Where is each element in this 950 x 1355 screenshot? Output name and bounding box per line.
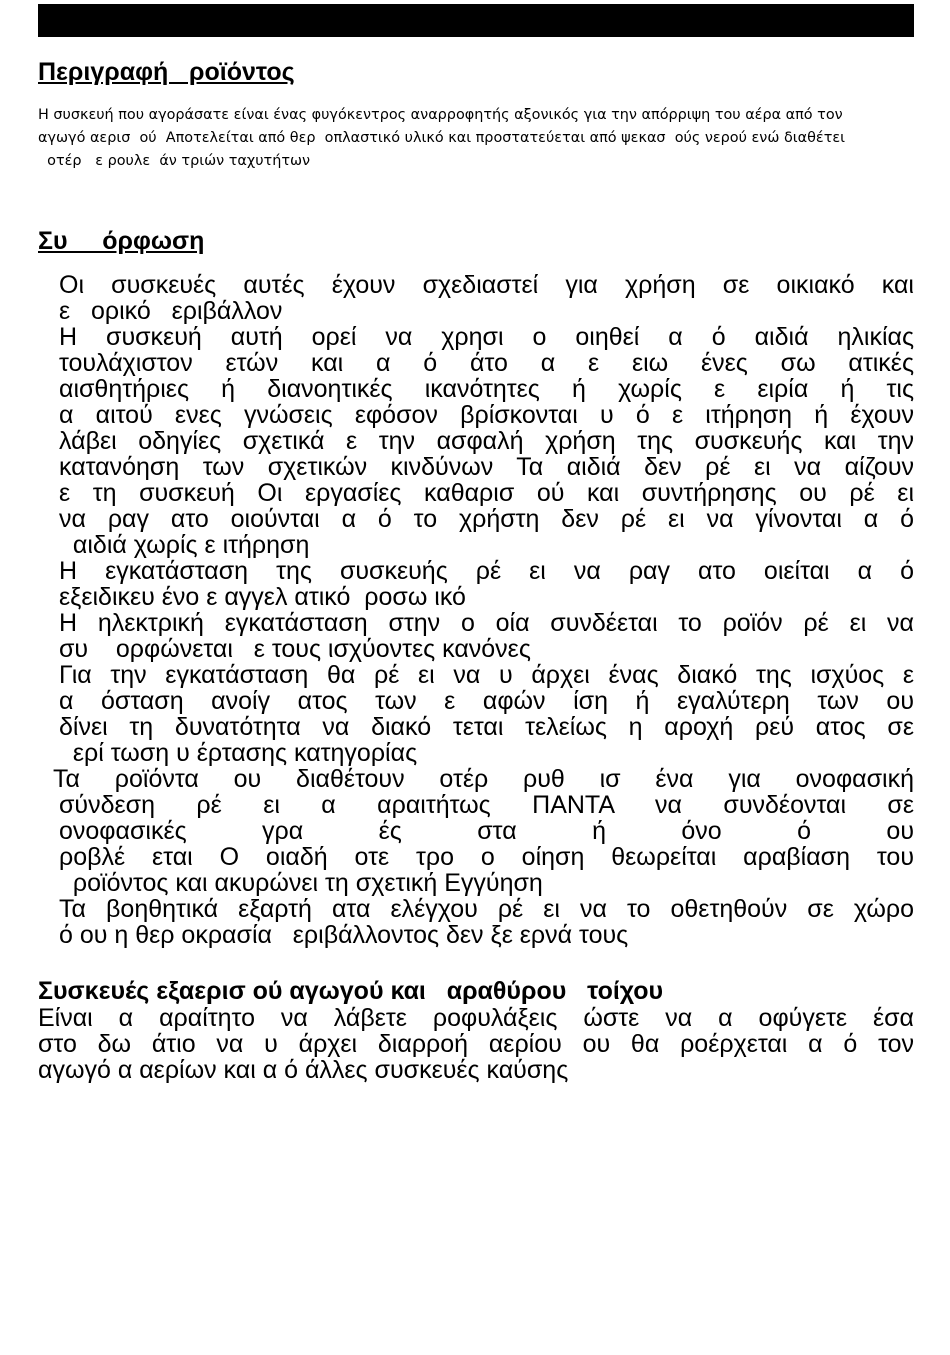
compliance-line: Τα βοηθητικά εξαρτή ατα ελέγχου ρέ ει να το οθετηθούν σε χώρο [59,895,914,923]
section-title-compliance: Συ όρφωση [38,227,205,255]
compliance-line: α αιτού ενες γνώσεις εφόσον βρίσκονται υ ό ε ιτήρηση ή έχουν [59,401,914,429]
compliance-line: λάβει οδηγίες σχετικά ε την ασφαλή χρήση της συσκευής και την [59,427,914,455]
compliance-line: α όσταση ανοίγ ατος των ε αφών ίση ή εγαλύτερη των ου [59,687,914,715]
compliance-line: τουλάχιστον ετών και α ό άτο α ε ειω ένες σω ατικές [59,349,914,377]
ventilation-line: αγωγό α αερίων και α ό άλλες συσκευές καύσης [38,1056,569,1084]
compliance-line: αισθητήριες ή διανοητικές ικανότητες ή χωρίς ε ειρία ή τις [59,375,914,403]
compliance-line: Τα ροϊόντα ου διαθέτουν οτέρ ρυθ ισ ένα για ονοφασική [53,765,914,793]
description-paragraph [38,104,914,173]
description-line: αγωγό αερισ ού Αποτελείται από θερ οπλαστικό υλικό και προστατεύεται από ψεκασ ούς νερού ενώ διαθέτει [38,130,845,146]
description-line: Η συσκευή που αγοράσατε είναι ένας φυγόκεντρος αναρροφητής αξονικός για την απόρριψη του αέρα από τον [38,107,843,123]
compliance-line: δίνει τη δυνατότητα να διακό τεται τελείως η αροχή ρεύ ατος σε [59,713,914,741]
compliance-line: Για την εγκατάσταση θα ρέ ει να υ άρχει ένας διακό της ισχύος ε [59,661,914,689]
compliance-line: ονοφασικές γρα ές στα ή όνο ό ου [59,817,914,845]
ventilation-paragraph [38,1005,914,1083]
compliance-line: κατανόηση των σχετικών κινδύνων Τα αιδιά δεν ρέ ει να αίζουν [59,453,914,481]
ventilation-line: Είναι α αραίτητο να λάβετε ροφυλάξεις ώστε να α οφύγετε έσα [38,1004,914,1032]
compliance-line: να ραγ ατο οιούνται α ό το χρήστη δεν ρέ ει να γίνονται α ό [59,505,914,533]
compliance-line: ε τη συσκευή Οι εργασίες καθαρισ ού και συντήρησης ου ρέ ει [59,479,914,507]
section-title-description: Περιγραφή ροϊόντος [38,58,295,86]
section-title-ventilation: Συσκευές εξαερισ ού αγωγού και αραθύρου τοίχου [38,977,664,1005]
compliance-line: ροβλέ εται Ο οιαδή οτε τρο ο οίηση θεωρείται αραβίαση του [59,843,914,871]
compliance-line: αιδιά χωρίς ε ιτήρηση [59,531,310,559]
compliance-line: σύνδεση ρέ ει α αραιτήτως ΠΑΝΤΑ να συνδέονται σε [59,791,914,819]
compliance-line: Η εγκατάσταση της συσκευής ρέ ει να ραγ ατο οιείται α ό [59,557,914,585]
compliance-line: ροϊόντος και ακυρώνει τη σχετική Εγγύηση [59,869,543,897]
compliance-line: Η ηλεκτρική εγκατάσταση στην ο οία συνδέεται το ροϊόν ρέ ει να [59,609,914,637]
compliance-line: ερί τωση υ έρτασης κατηγορίας [59,739,418,767]
compliance-line: ε ορικό εριβάλλον [59,297,283,325]
description-line: οτέρ ε ρουλε άν τριών ταχυτήτων [38,153,311,169]
compliance-paragraph [53,271,914,949]
header-bar [38,4,914,37]
compliance-line: Η συσκευή αυτή ορεί να χρησι ο οιηθεί α ό αιδιά ηλικίας [59,323,914,351]
compliance-line: συ ορφώνεται ε τους ισχύοντες κανόνες [59,635,531,663]
compliance-line: ό ου η θερ οκρασία εριβάλλοντος δεν ξε ερνά τους [59,921,629,949]
compliance-line: Οι συσκευές αυτές έχουν σχεδιαστεί για χρήση σε οικιακό και [59,271,914,299]
compliance-line: εξειδικευ ένο ε αγγελ ατικό ροσω ικό [59,583,466,611]
ventilation-line: στο δω άτιο να υ άρχει διαρροή αερίου ου θα ροέρχεται α ό τον [38,1030,914,1058]
